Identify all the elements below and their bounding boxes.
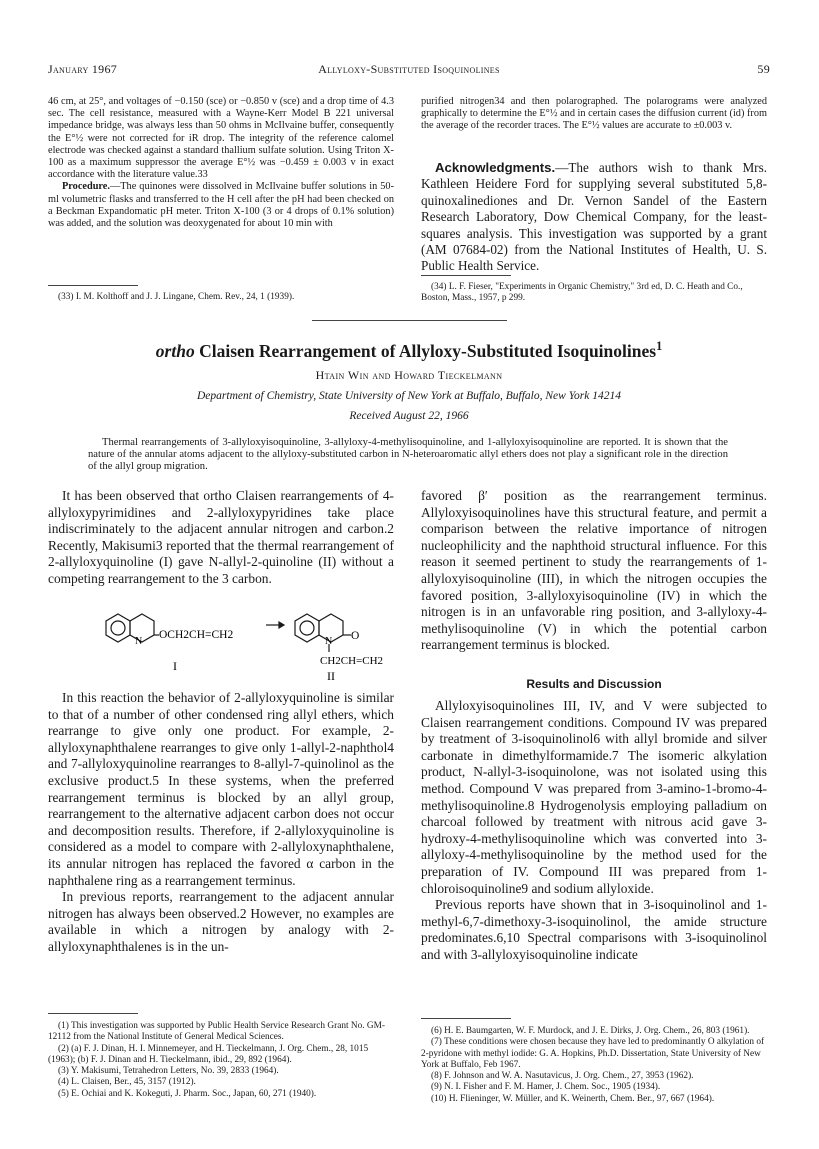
right-footnotes	[421, 1026, 767, 1105]
title-ortho: ortho	[155, 341, 195, 361]
footnote-34	[421, 282, 767, 305]
reaction-arrow	[266, 622, 284, 628]
procedure-paragraph	[48, 181, 394, 230]
title-footnote-mark: 1	[656, 339, 663, 354]
footnote-3: (3) Y. Makisumi, Tetrahedron Letters, No. 39, 2833 (1964).	[58, 1066, 279, 1077]
right-column-body	[421, 698, 767, 964]
intro-paragraph: It has been observed that ortho Claisen rearrangements of 4-allyloxypyrimidines and 2-allyloxypyridines take place indiscriminately to the adjacent annular nitrogen and carbon.2 Recently, Makisumi3 reported that the thermal rearrangement of 2-allyloxyquinoline (I) gave N-allyl-2-quinoline (II) without a competing rearrangement to the 3 carbon.	[48, 488, 394, 586]
footnote-text: (33) I. M. Kolthoff and J. J. Lingane, Chem. Rev., 24, 1 (1939).	[58, 292, 295, 302]
procedure-text: —The quinones were dissolved in McIlvaine buffer solutions in 50-ml volumetric flasks and transferred to the H cell after the pH had been checked on a Beckman Expandomatic pH meter. Triton X-100 (3 or 4 drops of 0.1% solution) was added, and the solution was deoxygenated for about 10 min with	[48, 181, 394, 230]
footnote-6: (6) H. E. Baumgarten, W. F. Murdock, and J. E. Dirks, J. Org. Chem., 26, 803 (1961).	[431, 1026, 750, 1036]
footnote-rule	[421, 275, 511, 276]
running-head-title: Allyloxy-Substituted Isoquinolines	[318, 62, 500, 76]
prev-article-left	[48, 96, 394, 230]
page-number: 59	[757, 62, 770, 76]
footnote-4: (4) L. Claisen, Ber., 45, 3157 (1912).	[58, 1077, 196, 1088]
ack-lead: Acknowledgments.	[435, 160, 556, 175]
results-paragraph: Previous reports have shown that in 3-isoquinolinol and 1-methyl-6,7-dimethoxy-3-isoquinolinol, the amide structure predominates.6,10 Spectral comparisons with 3-isoquinolinol and with 3-allyloxyisoquinoline indicate	[421, 897, 767, 962]
received-date: Received August 22, 1966	[349, 410, 469, 422]
footnote-10: (10) H. Flieninger, W. Müller, and K. Weinerth, Chem. Ber., 97, 667 (1964).	[431, 1093, 715, 1104]
discussion-paragraph: In previous reports, rearrangement to the adjacent annular nitrogen has always been observed.2 However, no examples are available in which a nitrogen by analogy with 2-allyloxynaphthalenes is in the un-	[48, 889, 394, 954]
footnote-text: (34) L. F. Fieser, "Experiments in Organic Chemistry," 3rd ed, D. C. Heath and Co., Boston, Mass., 1957, p 299.	[421, 282, 743, 304]
prev-article-right	[421, 96, 767, 133]
results-paragraph: Allyloxyisoquinolines III, IV, and V were subjected to Claisen rearrangement conditions. Compound IV was prepared by treatment of 3-isoquinolinol6 with allyl bromide and silver carbonate in dimethylformamide.7 The isomeric alkylation product, N-allyl-3-isoquinolone, was not isolated using this method. Compound V was prepared from 3-amino-1-bromo-4-methylisoquinoline.8 Hydrogenolysis employing palladium on charcoal followed by treatment with nitrous acid gave 3-hydroxy-4-methylisoquinoline which was converted into 3-allyloxy-4-methylisoquinoline by the method used for the preparation of IV. Compound III was prepared from 1-chloroisoquinoline9 and sodium allyloxide.	[421, 698, 767, 896]
section-heading: Results and Discussion	[526, 677, 662, 691]
structure-II-nitrogen: N	[325, 636, 333, 647]
right-column-intro	[421, 488, 767, 654]
title-rest: Claisen Rearrangement of Allyloxy-Substituted Isoquinolines	[194, 341, 657, 361]
structure-I-nitrogen: N	[135, 636, 143, 647]
left-footnotes	[48, 1021, 394, 1100]
left-column-body	[48, 690, 394, 956]
footnote-rule	[421, 1018, 511, 1019]
procedure-lead: Procedure.	[62, 181, 110, 193]
footnote-33	[48, 292, 394, 303]
footnote-rule	[48, 285, 138, 286]
footnote-9: (9) N. I. Fisher and F. M. Hamer, J. Chem. Soc., 1905 (1934).	[431, 1082, 661, 1093]
prev-article-right-paragraph: purified nitrogen34 and then polarographed. The polarograms were analyzed graphically to determine the E°½ and in certain cases the diffusion current (id) from the average of the recorder traces. The E°½ values are accurate to ±0.003 v.	[421, 96, 767, 132]
structure-II-substituent: CH2CH=CH2	[320, 655, 384, 667]
structure-I-substituent: OCH2CH=CH2	[159, 629, 234, 641]
left-column-intro	[48, 488, 394, 588]
abstract-text: Thermal rearrangements of 3-allyloxyisoquinoline, 3-allyloxy-4-methylisoquinoline, and 1-allyloxyisoquinoline are reported. It is shown that the nature of the annular atoms adjacent to the allyloxy-substituted carbon in N-heteroaromatic allyl ethers does not play a significant role in the direction of the allyl group migration.	[88, 437, 728, 473]
ack-text: —The authors wish to thank Mrs. Kathleen Heidere Ford for supplying several substituted 5,8-quinoxalinediones and Dr. Vernon Sandel of the Eastern Research Laboratory, Dow Chemical Company, for the least-squares analysis. This investigation was supported by a grant (AM 07684-02) from the National Institutes of Health, U. S. Public Health Service.	[421, 160, 767, 274]
running-head-date: January 1967	[48, 62, 118, 76]
structure-I-label: I	[173, 659, 177, 673]
footnote-7: (7) These conditions were chosen because they have led to predominantly O alkylation of 2-pyridone with methyl iodide: G. A. Hopkins, Ph.D. Dissertation, State University of New York at Buffalo, Feb 1967.	[421, 1037, 765, 1070]
footnote-1: (1) This investigation was supported by Public Health Service Research Grant No. GM-12112 from the National Institute of General Medical Sciences.	[48, 1021, 385, 1043]
quinoline-structure-I	[106, 614, 159, 642]
structure-II-oxygen: O	[351, 630, 360, 642]
footnote-rule	[48, 1013, 138, 1014]
footnote-5: (5) E. Ochiai and K. Kokeguti, J. Pharm. Soc., Japan, 60, 271 (1940).	[58, 1088, 317, 1099]
quinolone-structure-II	[295, 614, 351, 652]
acknowledgments	[421, 160, 767, 275]
article-separator	[312, 320, 507, 321]
affiliation: Department of Chemistry, State University of New York at Buffalo, Buffalo, New York 14214	[196, 390, 621, 402]
prev-article-paragraph: 46 cm, at 25°, and voltages of −0.150 (sce) or −0.850 v (sce) and a drop time of 4.3 sec. The cell resistance, measured with a Wayne-Kerr Model B 221 universal impedance bridge, was always less than 50 ohms in McIlvaine buffer, consequently the E°½ were not corrected for iR drop. The integrity of the reference calomel electrode was checked against a standard thallium sulfate solution. Using Triton X-100 as a maximum suppressor the average E°½ was −0.459 ± 0.003 v in exact accordance with the literature value.33	[48, 96, 394, 181]
reaction-scheme	[48, 600, 394, 682]
article-title	[48, 341, 770, 362]
footnote-2: (2) (a) F. J. Dinan, H. I. Minnemeyer, and H. Tieckelmann, J. Org. Chem., 28, 1015 (1963); (b) F. J. Dinan and H. Tieckelmann, ibid., 29, 892 (1964).	[48, 1043, 369, 1065]
discussion-paragraph: In this reaction the behavior of 2-allyloxyquinoline is similar to that of a number of other condensed ring allyl ethers, which rearrange to give only one product. For example, 2-allyloxynaphthalene rearranges to give only 1-allyl-2-naphthol4 and 7-allyloxyquinoline rearranges to 8-allyl-7-quinolinol as the exclusive product.5 In these systems, when the preferred rearrangement terminus is blocked by an allyl group, rearrangement to the alternative adjacent carbon does not occur and decomposition results. Therefore, if 2-allyloxyquinoline is considered as a model to compare with 2-allyloxynaphthalene, its annular nitrogen has replaced the favored α carbon in the naphthalene ring as a rearrangement terminus.	[48, 690, 394, 888]
intro-continuation: favored β′ position as the rearrangement terminus. Allyloxyisoquinolines have this structural feature, and permit a comparison between the relative importance of nitrogen nucleophilicity and the naphthoid structural influence. For this reason it seemed pertinent to study the rearrangements of 1-allyloxyisoquinoline (III), in which the nitrogen occupies the favored position, 3-allyloxyisoquinoline (IV) in which the nitrogen is in an unfavorable ring position, and 3-allyloxy-4-methylisoquinoline (V) in which the potential carbon rearrangement terminus is blocked.	[421, 488, 767, 653]
authors: Htain Win and Howard Tieckelmann	[315, 368, 503, 382]
footnote-8: (8) F. Johnson and W. A. Nasutavicus, J. Org. Chem., 27, 3953 (1962).	[431, 1071, 694, 1082]
structure-II-label: II	[327, 669, 335, 682]
abstract	[88, 437, 728, 474]
